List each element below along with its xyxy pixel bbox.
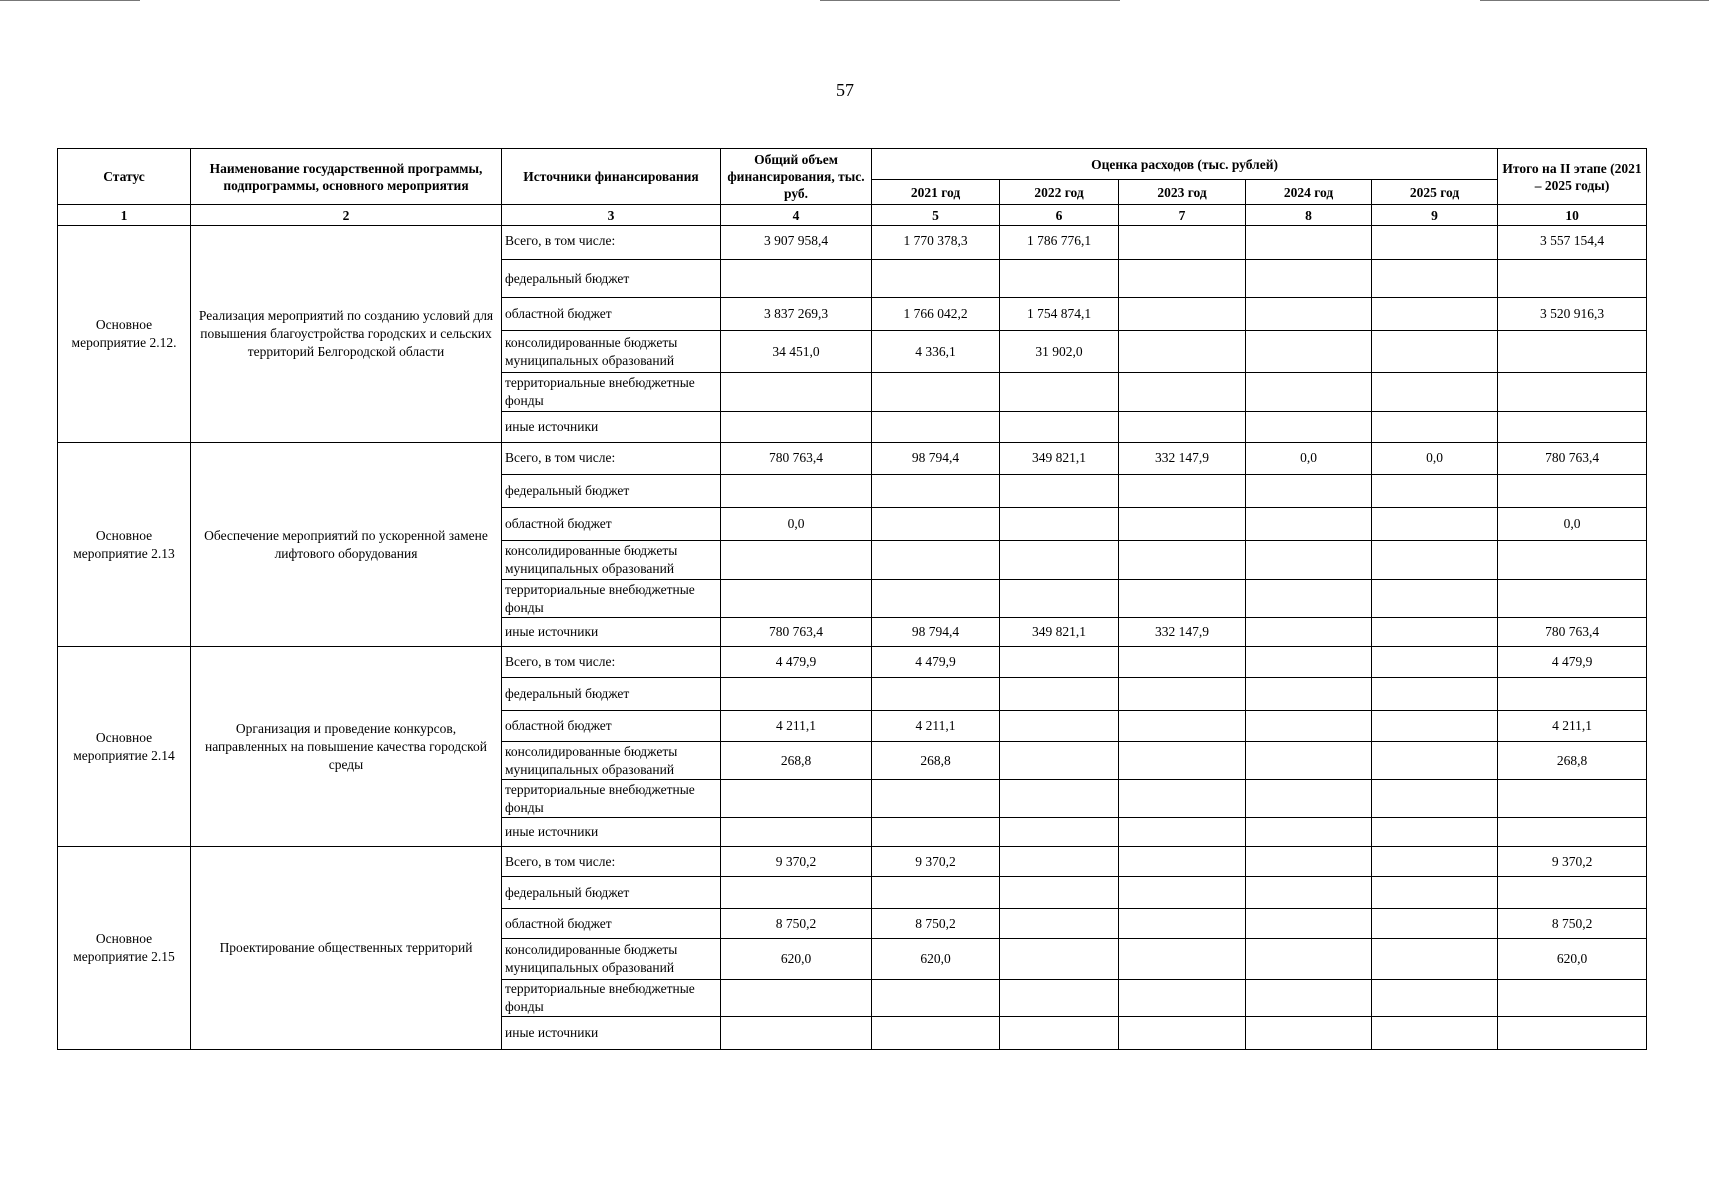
header-stage-total: Итого на II этапе (2021 – 2025 годы) bbox=[1498, 149, 1647, 205]
scan-edge-top-left bbox=[0, 0, 140, 1]
cell-2021 bbox=[872, 475, 1000, 508]
cell-2023 bbox=[1119, 475, 1246, 508]
cell-2022 bbox=[1000, 475, 1119, 508]
cell-2021 bbox=[872, 1017, 1000, 1050]
column-index: 9 bbox=[1372, 205, 1498, 226]
cell-2023 bbox=[1119, 678, 1246, 711]
cell-2021: 268,8 bbox=[872, 742, 1000, 780]
cell-2021 bbox=[872, 818, 1000, 847]
cell-stage-total: 9 370,2 bbox=[1498, 847, 1647, 877]
cell-2021: 1 766 042,2 bbox=[872, 298, 1000, 331]
cell-stage-total bbox=[1498, 780, 1647, 818]
cell-2023 bbox=[1119, 742, 1246, 780]
cell-2021 bbox=[872, 508, 1000, 541]
cell-stage-total bbox=[1498, 412, 1647, 443]
cell-2023 bbox=[1119, 373, 1246, 412]
cell-total-volume bbox=[721, 260, 872, 298]
cell-2022 bbox=[1000, 373, 1119, 412]
cell-2022 bbox=[1000, 742, 1119, 780]
cell-2025 bbox=[1372, 847, 1498, 877]
cell-stage-total: 8 750,2 bbox=[1498, 909, 1647, 939]
cell-2025 bbox=[1372, 939, 1498, 980]
cell-2022 bbox=[1000, 780, 1119, 818]
cell-2023: 332 147,9 bbox=[1119, 618, 1246, 647]
cell-2023 bbox=[1119, 980, 1246, 1017]
cell-2024 bbox=[1246, 678, 1372, 711]
event-status: Основное мероприятие 2.14 bbox=[58, 647, 191, 847]
cell-2021 bbox=[872, 780, 1000, 818]
cell-2023 bbox=[1119, 226, 1246, 260]
cell-2021: 4 479,9 bbox=[872, 647, 1000, 678]
cell-2022: 349 821,1 bbox=[1000, 618, 1119, 647]
cell-2023 bbox=[1119, 711, 1246, 742]
column-index: 5 bbox=[872, 205, 1000, 226]
funding-source: федеральный бюджет bbox=[502, 260, 721, 298]
funding-source: областной бюджет bbox=[502, 298, 721, 331]
funding-source: иные источники bbox=[502, 618, 721, 647]
event-name: Обеспечение мероприятий по ускоренной замене лифтового оборудования bbox=[191, 443, 502, 647]
cell-total-volume bbox=[721, 580, 872, 618]
cell-2023 bbox=[1119, 647, 1246, 678]
event-status: Основное мероприятие 2.12. bbox=[58, 226, 191, 443]
header-year-2021: 2021 год bbox=[872, 180, 1000, 205]
cell-2023 bbox=[1119, 298, 1246, 331]
cell-stage-total bbox=[1498, 1017, 1647, 1050]
cell-2023: 332 147,9 bbox=[1119, 443, 1246, 475]
cell-total-volume bbox=[721, 373, 872, 412]
event-name: Реализация мероприятий по созданию условий для повышения благоустройства городских и сельских территорий Белгородской области bbox=[191, 226, 502, 443]
funding-source: Всего, в том числе: bbox=[502, 847, 721, 877]
cell-2023 bbox=[1119, 580, 1246, 618]
cell-2024 bbox=[1246, 508, 1372, 541]
cell-2025: 0,0 bbox=[1372, 443, 1498, 475]
cell-2022 bbox=[1000, 678, 1119, 711]
cell-2025 bbox=[1372, 298, 1498, 331]
column-index: 2 bbox=[191, 205, 502, 226]
cell-2023 bbox=[1119, 1017, 1246, 1050]
event-name: Проектирование общественных территорий bbox=[191, 847, 502, 1050]
cell-2024 bbox=[1246, 475, 1372, 508]
funding-source: федеральный бюджет bbox=[502, 475, 721, 508]
event-status: Основное мероприятие 2.15 bbox=[58, 847, 191, 1050]
cell-2024 bbox=[1246, 909, 1372, 939]
funding-source: иные источники bbox=[502, 1017, 721, 1050]
cell-2021: 98 794,4 bbox=[872, 443, 1000, 475]
cell-2025 bbox=[1372, 541, 1498, 580]
cell-2024 bbox=[1246, 818, 1372, 847]
cell-2021 bbox=[872, 373, 1000, 412]
event-name: Организация и проведение конкурсов, направленных на повышение качества городской среды bbox=[191, 647, 502, 847]
cell-2024 bbox=[1246, 980, 1372, 1017]
cell-2025 bbox=[1372, 260, 1498, 298]
cell-2022 bbox=[1000, 1017, 1119, 1050]
cell-stage-total bbox=[1498, 373, 1647, 412]
cell-2022: 349 821,1 bbox=[1000, 443, 1119, 475]
cell-2024 bbox=[1246, 1017, 1372, 1050]
scan-edge-top-right bbox=[1480, 0, 1709, 1]
cell-total-volume bbox=[721, 412, 872, 443]
cell-2023 bbox=[1119, 541, 1246, 580]
row-total bbox=[58, 443, 1647, 475]
page-number: 57 bbox=[836, 80, 854, 100]
cell-2021 bbox=[872, 877, 1000, 909]
funding-source: консолидированные бюджеты муниципальных образований bbox=[502, 331, 721, 373]
cell-stage-total: 3 557 154,4 bbox=[1498, 226, 1647, 260]
cell-total-volume bbox=[721, 877, 872, 909]
cell-stage-total bbox=[1498, 541, 1647, 580]
column-index: 8 bbox=[1246, 205, 1372, 226]
cell-2024 bbox=[1246, 580, 1372, 618]
cell-stage-total bbox=[1498, 331, 1647, 373]
cell-2024 bbox=[1246, 877, 1372, 909]
cell-2021 bbox=[872, 260, 1000, 298]
cell-2025 bbox=[1372, 742, 1498, 780]
cell-2021: 98 794,4 bbox=[872, 618, 1000, 647]
column-index: 10 bbox=[1498, 205, 1647, 226]
cell-2024 bbox=[1246, 412, 1372, 443]
cell-stage-total bbox=[1498, 580, 1647, 618]
cell-total-volume: 3 837 269,3 bbox=[721, 298, 872, 331]
cell-2023 bbox=[1119, 847, 1246, 877]
cell-2023 bbox=[1119, 331, 1246, 373]
cell-2023 bbox=[1119, 260, 1246, 298]
cell-total-volume: 4 479,9 bbox=[721, 647, 872, 678]
cell-2024 bbox=[1246, 331, 1372, 373]
row-total bbox=[58, 847, 1647, 877]
cell-2022 bbox=[1000, 412, 1119, 443]
cell-2025 bbox=[1372, 780, 1498, 818]
cell-total-volume bbox=[721, 818, 872, 847]
cell-2022 bbox=[1000, 580, 1119, 618]
cell-total-volume bbox=[721, 980, 872, 1017]
financing-table bbox=[57, 148, 1647, 1050]
cell-2023 bbox=[1119, 909, 1246, 939]
cell-2022 bbox=[1000, 260, 1119, 298]
cell-2023 bbox=[1119, 939, 1246, 980]
cell-total-volume: 0,0 bbox=[721, 508, 872, 541]
cell-2021 bbox=[872, 580, 1000, 618]
cell-2025 bbox=[1372, 331, 1498, 373]
cell-stage-total: 4 479,9 bbox=[1498, 647, 1647, 678]
column-index: 6 bbox=[1000, 205, 1119, 226]
cell-2021: 620,0 bbox=[872, 939, 1000, 980]
cell-2024 bbox=[1246, 939, 1372, 980]
funding-source: Всего, в том числе: bbox=[502, 647, 721, 678]
cell-2023 bbox=[1119, 412, 1246, 443]
cell-total-volume: 8 750,2 bbox=[721, 909, 872, 939]
cell-2025 bbox=[1372, 475, 1498, 508]
cell-2024 bbox=[1246, 780, 1372, 818]
funding-source: областной бюджет bbox=[502, 909, 721, 939]
cell-2025 bbox=[1372, 618, 1498, 647]
cell-2024 bbox=[1246, 618, 1372, 647]
cell-2022 bbox=[1000, 541, 1119, 580]
funding-source: иные источники bbox=[502, 412, 721, 443]
cell-2025 bbox=[1372, 818, 1498, 847]
cell-2025 bbox=[1372, 877, 1498, 909]
cell-2025 bbox=[1372, 711, 1498, 742]
funding-source: консолидированные бюджеты муниципальных образований bbox=[502, 742, 721, 780]
cell-2021 bbox=[872, 678, 1000, 711]
cell-2025 bbox=[1372, 412, 1498, 443]
cell-total-volume bbox=[721, 678, 872, 711]
cell-2021: 4 211,1 bbox=[872, 711, 1000, 742]
cell-stage-total bbox=[1498, 818, 1647, 847]
cell-2022 bbox=[1000, 939, 1119, 980]
cell-2025 bbox=[1372, 580, 1498, 618]
cell-stage-total: 0,0 bbox=[1498, 508, 1647, 541]
cell-2023 bbox=[1119, 818, 1246, 847]
header-year-2023: 2023 год bbox=[1119, 180, 1246, 205]
funding-source: территориальные внебюджетные фонды bbox=[502, 373, 721, 412]
funding-source: территориальные внебюджетные фонды bbox=[502, 980, 721, 1017]
cell-2024 bbox=[1246, 711, 1372, 742]
header-sources: Источники финансирования bbox=[502, 149, 721, 205]
cell-2025 bbox=[1372, 678, 1498, 711]
cell-2023 bbox=[1119, 780, 1246, 818]
header-name: Наименование государственной программы, подпрограммы, основного мероприятия bbox=[191, 149, 502, 205]
cell-total-volume: 4 211,1 bbox=[721, 711, 872, 742]
funding-source: федеральный бюджет bbox=[502, 678, 721, 711]
cell-2021 bbox=[872, 541, 1000, 580]
cell-2022 bbox=[1000, 818, 1119, 847]
cell-2023 bbox=[1119, 508, 1246, 541]
column-index: 1 bbox=[58, 205, 191, 226]
cell-2022: 1 754 874,1 bbox=[1000, 298, 1119, 331]
cell-2025 bbox=[1372, 1017, 1498, 1050]
cell-2024 bbox=[1246, 298, 1372, 331]
cell-2021: 1 770 378,3 bbox=[872, 226, 1000, 260]
cell-2024 bbox=[1246, 847, 1372, 877]
scan-edge-top-mid bbox=[820, 0, 1120, 1]
cell-2025 bbox=[1372, 373, 1498, 412]
table-body bbox=[58, 226, 1647, 1050]
funding-source: областной бюджет bbox=[502, 508, 721, 541]
cell-stage-total: 620,0 bbox=[1498, 939, 1647, 980]
cell-2021 bbox=[872, 412, 1000, 443]
cell-total-volume: 34 451,0 bbox=[721, 331, 872, 373]
funding-source: Всего, в том числе: bbox=[502, 226, 721, 260]
cell-2024 bbox=[1246, 742, 1372, 780]
funding-source: областной бюджет bbox=[502, 711, 721, 742]
column-index: 7 bbox=[1119, 205, 1246, 226]
funding-source: Всего, в том числе: bbox=[502, 443, 721, 475]
cell-2024 bbox=[1246, 647, 1372, 678]
cell-stage-total bbox=[1498, 980, 1647, 1017]
cell-total-volume bbox=[721, 780, 872, 818]
cell-2021: 4 336,1 bbox=[872, 331, 1000, 373]
cell-stage-total bbox=[1498, 877, 1647, 909]
funding-source: иные источники bbox=[502, 818, 721, 847]
cell-2025 bbox=[1372, 647, 1498, 678]
cell-stage-total bbox=[1498, 260, 1647, 298]
cell-2024 bbox=[1246, 373, 1372, 412]
cell-total-volume: 620,0 bbox=[721, 939, 872, 980]
cell-total-volume: 780 763,4 bbox=[721, 443, 872, 475]
cell-2022: 31 902,0 bbox=[1000, 331, 1119, 373]
row-total bbox=[58, 226, 1647, 260]
cell-2024 bbox=[1246, 226, 1372, 260]
cell-2021: 8 750,2 bbox=[872, 909, 1000, 939]
funding-source: консолидированные бюджеты муниципальных образований bbox=[502, 939, 721, 980]
header-total: Общий объем финансирования, тыс. руб. bbox=[721, 149, 872, 205]
cell-2025 bbox=[1372, 980, 1498, 1017]
cell-2022 bbox=[1000, 711, 1119, 742]
cell-2021 bbox=[872, 980, 1000, 1017]
cell-2025 bbox=[1372, 226, 1498, 260]
cell-2022 bbox=[1000, 877, 1119, 909]
cell-2025 bbox=[1372, 508, 1498, 541]
event-status: Основное мероприятие 2.13 bbox=[58, 443, 191, 647]
cell-2022: 1 786 776,1 bbox=[1000, 226, 1119, 260]
funding-source: консолидированные бюджеты муниципальных образований bbox=[502, 541, 721, 580]
cell-stage-total: 780 763,4 bbox=[1498, 618, 1647, 647]
cell-2024 bbox=[1246, 541, 1372, 580]
cell-2022 bbox=[1000, 508, 1119, 541]
funding-source: территориальные внебюджетные фонды bbox=[502, 780, 721, 818]
cell-2022 bbox=[1000, 647, 1119, 678]
header-estimate: Оценка расходов (тыс. рублей) bbox=[872, 149, 1498, 180]
cell-stage-total: 3 520 916,3 bbox=[1498, 298, 1647, 331]
cell-2022 bbox=[1000, 847, 1119, 877]
funding-source: федеральный бюджет bbox=[502, 877, 721, 909]
column-index: 4 bbox=[721, 205, 872, 226]
cell-2024: 0,0 bbox=[1246, 443, 1372, 475]
header-year-2024: 2024 год bbox=[1246, 180, 1372, 205]
cell-total-volume: 9 370,2 bbox=[721, 847, 872, 877]
header-status: Статус bbox=[58, 149, 191, 205]
cell-total-volume bbox=[721, 1017, 872, 1050]
cell-stage-total: 780 763,4 bbox=[1498, 443, 1647, 475]
cell-total-volume bbox=[721, 475, 872, 508]
header-year-2025: 2025 год bbox=[1372, 180, 1498, 205]
cell-stage-total: 4 211,1 bbox=[1498, 711, 1647, 742]
row-total bbox=[58, 647, 1647, 678]
funding-source: территориальные внебюджетные фонды bbox=[502, 580, 721, 618]
cell-2022 bbox=[1000, 980, 1119, 1017]
column-index: 3 bbox=[502, 205, 721, 226]
cell-stage-total bbox=[1498, 475, 1647, 508]
cell-total-volume: 268,8 bbox=[721, 742, 872, 780]
cell-2023 bbox=[1119, 877, 1246, 909]
cell-stage-total: 268,8 bbox=[1498, 742, 1647, 780]
cell-2021: 9 370,2 bbox=[872, 847, 1000, 877]
cell-total-volume: 3 907 958,4 bbox=[721, 226, 872, 260]
cell-2022 bbox=[1000, 909, 1119, 939]
cell-stage-total bbox=[1498, 678, 1647, 711]
cell-2024 bbox=[1246, 260, 1372, 298]
cell-2025 bbox=[1372, 909, 1498, 939]
header-year-2022: 2022 год bbox=[1000, 180, 1119, 205]
cell-total-volume bbox=[721, 541, 872, 580]
cell-total-volume: 780 763,4 bbox=[721, 618, 872, 647]
